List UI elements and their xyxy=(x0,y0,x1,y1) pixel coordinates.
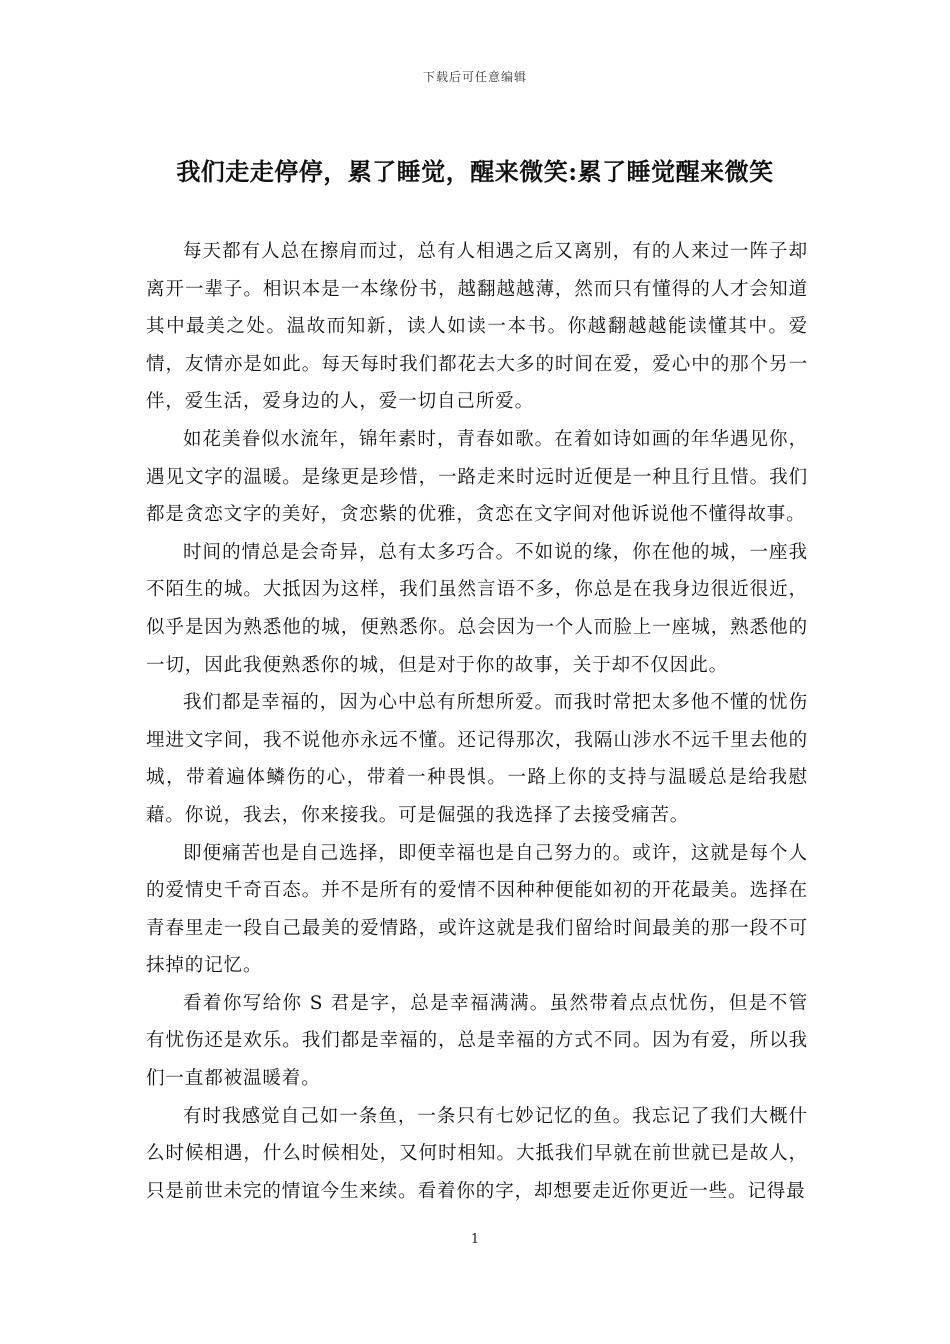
paragraph: 有时我感觉自己如一条鱼，一条只有七妙记忆的鱼。我忘记了我们大概什么时候相遇，什么时候相处，又何时相知。大抵我们早就在前世就已是故人，只是前世未完的情谊今生来续。看着你的字，却想要走近你更近一些。记得最 xyxy=(146,1105,808,1202)
paragraph: 时间的情总是会奇异，总有太多巧合。不如说的缘，你在他的城，一座我不陌生的城。大抵因为这样，我们虽然言语不多，你总是在我身边很近很近，似乎是因为熟悉他的城，便熟悉你。总会因为一个人而脸上一座城，熟悉他的一切，因此我便熟悉你的城，但是对于你的故事，关于却不仅因此。 xyxy=(146,541,808,676)
paragraph: 即便痛苦也是自己选择，即便幸福也是自己努力的。或许，这就是每个人的爱情史千奇百态。并不是所有的爱情不因种种便能如初的开花最美。选择在青春里走一段自己最美的爱情路，或许这就是我们留给时间最美的那一段不可抹掉的记忆。 xyxy=(146,842,808,977)
document-title: 我们走走停停，累了睡觉，醒来微笑:累了睡觉醒来微笑 xyxy=(176,157,774,186)
header-note: 下载后可任意编辑 xyxy=(422,70,527,84)
document-body xyxy=(146,233,808,1210)
paragraph: 看着你写给你 S 君是字，总是幸福满满。虽然带着点点忧伤，但是不管有忧伤还是欢乐。我们都是幸福的，总是幸福的方式不同。因为有爱，所以我们一直都被温暖着。 xyxy=(146,992,808,1090)
page-number: 1 xyxy=(470,1232,480,1247)
paragraph: 我们都是幸福的，因为心中总有所想所爱。而我时常把太多他不懂的忧伤埋进文字间，我不说他亦永远不懂。还记得那次，我隔山涉水不远千里去他的城，带着遍体鳞伤的心，带着一种畏惧。一路上你的支持与温暖总是给我慰藉。你说，我去，你来接我。可是倔强的我选择了去接受痛苦。 xyxy=(146,692,808,826)
paragraph: 如花美眷似水流年，锦年素时，青春如歌。在着如诗如画的年华遇见你，遇见文字的温暖。是缘更是珍惜，一路走来时远时近便是一种且行且惜。我们都是贪恋文字的美好，贪恋紫的优雅，贪恋在文字间对他诉说他不懂得故事。 xyxy=(146,428,808,526)
paragraph: 每天都有人总在擦肩而过，总有人相遇之后又离别，有的人来过一阵子却离开一辈子。相识本是一本缘份书，越翻越越薄，然而只有懂得的人才会知道其中最美之处。温故而知新，读人如读一本书。你越翻越越能读懂其中。爱情，友情亦是如此。每天每时我们都花去大多的时间在爱，爱心中的那个另一伴，爱生活，爱身边的人，爱一切自己所爱。 xyxy=(146,241,808,413)
